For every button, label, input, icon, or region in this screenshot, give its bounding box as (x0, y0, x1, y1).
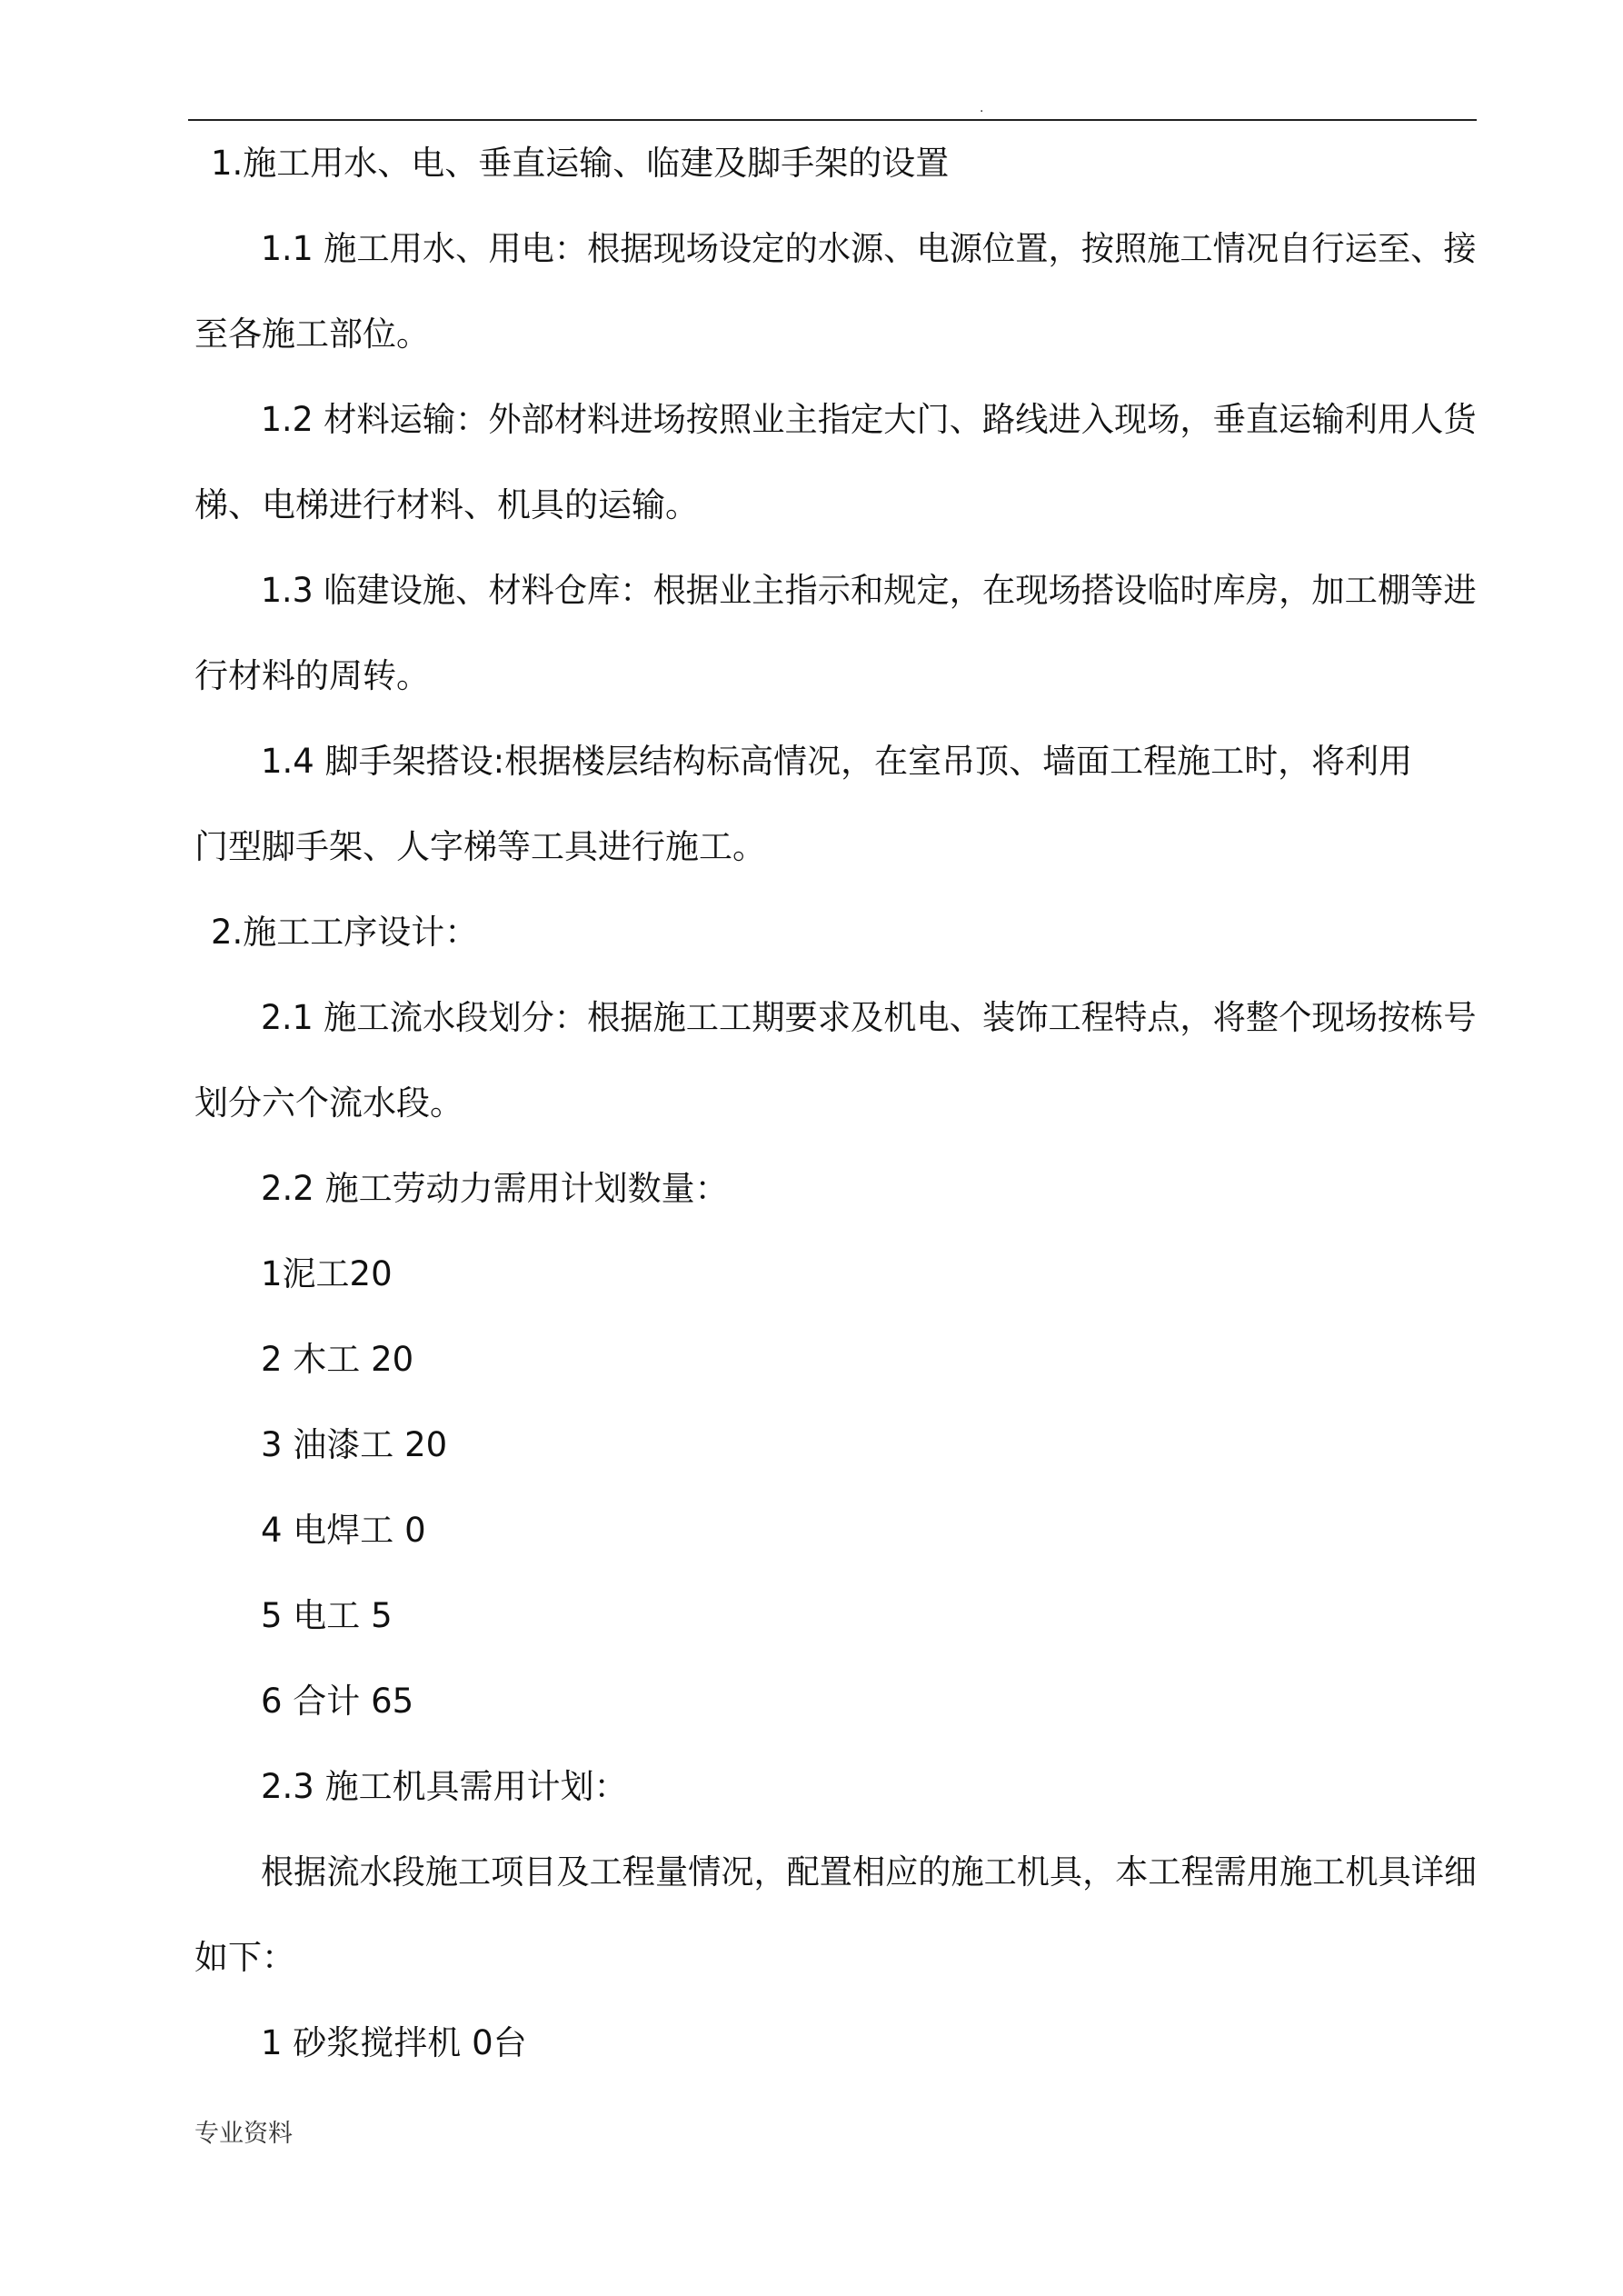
labor-item: 1泥工20 (261, 1254, 393, 1293)
labor-item: 5 电工 5 (261, 1596, 393, 1635)
labor-item: 6 合计 65 (261, 1682, 414, 1721)
header-rule (188, 119, 1477, 121)
header-dot: . (980, 101, 984, 115)
labor-item: 4 电焊工 0 (261, 1511, 426, 1550)
paragraph-2-2: 2.2 施工劳动力需用计划数量： (261, 1169, 729, 1208)
paragraph-1-2-line-1: 1.2 材料运输：外部材料进场按照业主指定大门、路线进入现场，垂直运输利用人货 (261, 400, 1477, 439)
paragraph-1-2-line-2: 梯、电梯进行材料、机具的运输。 (194, 485, 699, 524)
paragraph-2-3-desc-line-1: 根据流水段施工项目及工程量情况，配置相应的施工机具，本工程需用施工机具详细 (261, 1852, 1478, 1892)
paragraph-1-4-line-2: 门型脚手架、人字梯等工具进行施工。 (194, 827, 766, 866)
labor-item: 2 木工 20 (261, 1340, 414, 1379)
machine-item: 1 砂浆搅拌机 0台 (261, 2023, 527, 2062)
paragraph-1-1-line-1: 1.1 施工用水、用电：根据现场设定的水源、电源位置，按照施工情况自行运至、接 (261, 229, 1477, 268)
paragraph-1-1-line-2: 至各施工部位。 (194, 314, 430, 354)
paragraph-2-3: 2.3 施工机具需用计划： (261, 1767, 628, 1806)
paragraph-1-3-line-1: 1.3 临建设施、材料仓库：根据业主指示和规定，在现场搭设临时库房，加工棚等进 (261, 571, 1477, 610)
paragraph-2-3-desc-line-2: 如下： (194, 1938, 295, 1977)
heading-section-1: 1.施工用水、电、垂直运输、临建及脚手架的设置 (211, 144, 950, 183)
paragraph-2-1-line-2: 划分六个流水段。 (194, 1083, 463, 1123)
paragraph-2-1-line-1: 2.1 施工流水段划分：根据施工工期要求及机电、装饰工程特点，将整个现场按栋号 (261, 998, 1477, 1037)
labor-item: 3 油漆工 20 (261, 1425, 448, 1464)
page-footer: 专业资料 (194, 2120, 293, 2148)
heading-section-2: 2.施工工序设计： (211, 913, 479, 952)
paragraph-1-3-line-2: 行材料的周转。 (194, 656, 430, 695)
paragraph-1-4-line-1: 1.4 脚手架搭设:根据楼层结构标高情况，在室吊顶、墙面工程施工时，将利用 (261, 742, 1413, 781)
